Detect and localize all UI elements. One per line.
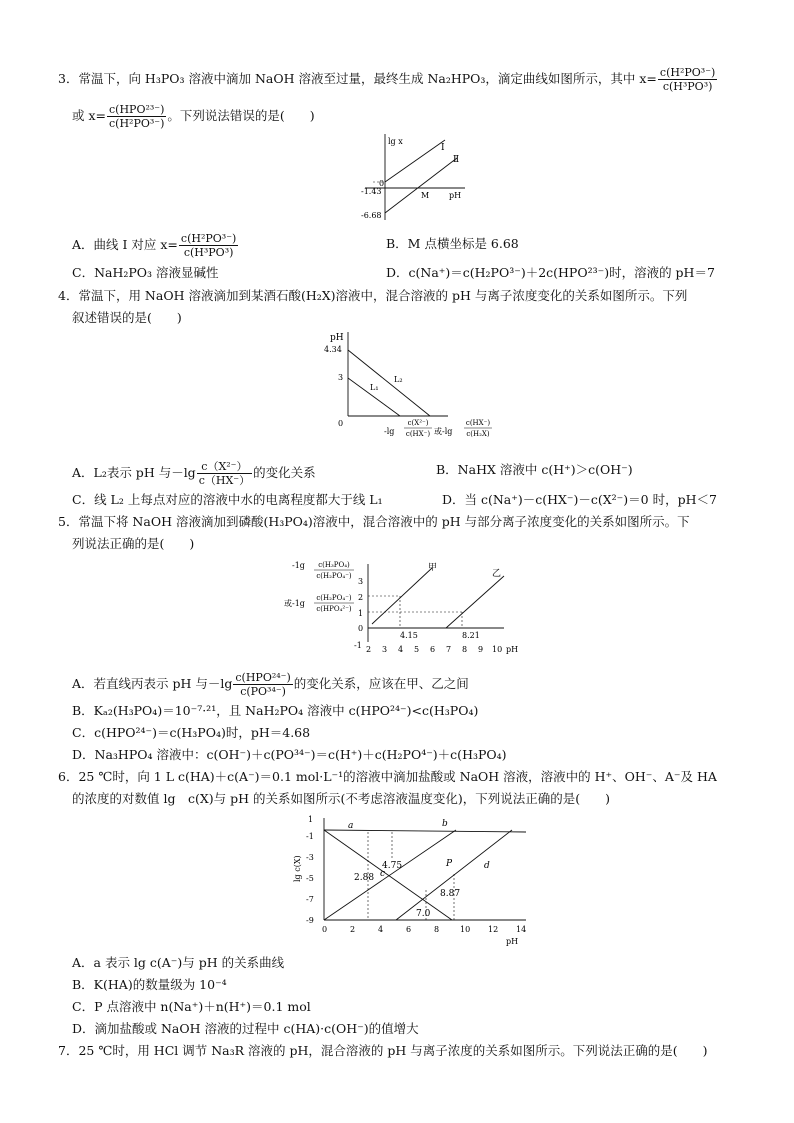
svg-text:8.87: 8.87 xyxy=(440,889,461,899)
q5-graph xyxy=(282,558,522,658)
svg-text:c(HX⁻): c(HX⁻) xyxy=(465,419,491,427)
q7-stem-line1: 7．25 ℃时，用 HCl 调节 Na₃R 溶液的 pH，混合溶液的 pH 与离子浓度的关系如图所示。下列说法正确的是( ) xyxy=(58,1043,708,1058)
svg-text:-5: -5 xyxy=(306,874,314,883)
svg-text:4: 4 xyxy=(378,925,384,934)
q3-stem-line1: 3．常温下，向 H₃PO₃ 溶液中滴加 NaOH 溶液至过量，最终生成 Na₂HPO₃，滴定曲线如图所示，其中 x= $\frac{\text{c(H²PO³⁻)}}{\text{c(H³PO³)}}$ xyxy=(58,66,716,93)
svg-text:-1g: -1g xyxy=(292,561,305,570)
q3-option-b: B．M 点横坐标是 6.68 xyxy=(386,236,519,251)
q6-option-c: C．P 点溶液中 n(Na⁺)＋n(H⁺)＝0.1 mol xyxy=(72,999,311,1014)
svg-text:c(H₂X): c(H₂X) xyxy=(466,430,490,438)
q3-graph xyxy=(355,130,475,222)
q4-graph xyxy=(318,328,508,446)
q5-option-d: D．Na₃HPO₄ 溶液中：c(OH⁻)＋c(PO³⁴⁻)＝c(H⁺)＋c(H₂PO⁴⁻)＋c(H₃PO₄) xyxy=(72,747,507,762)
q4-option-c: C．线 L₂ 上每点对应的溶液中水的电离程度都大于线 L₁ xyxy=(72,492,383,507)
q5-stem-line2: 列说法正确的是( ) xyxy=(72,536,195,551)
svg-text:c(HPO₄²⁻): c(HPO₄²⁻) xyxy=(316,605,352,613)
q3-fraction-2: $\frac{\text{c(HPO²³⁻)}}{\text{c(H²PO³⁻)}}$ xyxy=(109,103,165,130)
q5-option-b: B．Kₐ₂(H₃PO₄)＝10⁻⁷·²¹，且 NaH₂PO₄ 溶液中 c(HPO²⁴⁻)<c(H₃PO₄) xyxy=(72,703,479,718)
svg-text:c(H₃PO₄): c(H₃PO₄) xyxy=(318,561,350,569)
svg-text:lg c(X): lg c(X) xyxy=(293,855,302,882)
svg-text:6: 6 xyxy=(430,645,436,654)
svg-text:9: 9 xyxy=(478,645,484,654)
q6-option-d: D．滴加盐酸或 NaOH 溶液的过程中 c(HA)·c(OH⁻)的值增大 xyxy=(72,1021,419,1036)
q5-option-c: C．c(HPO²⁴⁻)＝c(H₃PO₄)时，pH＝4.68 xyxy=(72,725,311,740)
svg-text:-lg: -lg xyxy=(384,427,395,436)
svg-text:-1: -1 xyxy=(306,832,314,841)
svg-text:或-lg: 或-lg xyxy=(434,427,453,436)
svg-text:10: 10 xyxy=(492,645,503,654)
svg-text:8.21: 8.21 xyxy=(462,631,480,640)
q6-curve-a: a xyxy=(348,821,354,831)
q3-option-a: A．曲线 Ⅰ 对应 x= $\frac{\text{c(H²PO³⁻)}}{\text{c(H³PO³)}}$ xyxy=(72,232,237,259)
q4-origin-label: 0 xyxy=(338,419,344,428)
svg-text:7.0: 7.0 xyxy=(416,909,431,919)
q3-origin-label: 0 xyxy=(379,179,385,188)
q5-stem-line1: 5．常温下将 NaOH 溶液滴加到磷酸(H₃PO₄)溶液中，混合溶液中的 pH 与部分离子浓度变化的关系如图所示。下 xyxy=(58,514,690,529)
svg-text:10: 10 xyxy=(460,925,471,934)
svg-text:8: 8 xyxy=(434,925,440,934)
svg-text:c(HX⁻): c(HX⁻) xyxy=(405,430,431,438)
svg-text:0: 0 xyxy=(322,925,328,934)
q3-option-d: D．c(Na⁺)＝c(H₂PO³⁻)＋2c(HPO²³⁻)时，溶液的 pH＝7 xyxy=(386,265,715,280)
svg-text:pH: pH xyxy=(506,937,519,946)
svg-text:c(H₂PO₄⁻): c(H₂PO₄⁻) xyxy=(316,572,352,580)
q4-stem-line1: 4．常温下，用 NaOH 溶液滴加到某酒石酸(H₂X)溶液中，混合溶液的 pH 与离子浓度变化的关系如图所示。下列 xyxy=(58,288,688,303)
q6-stem-line1: 6．25 ℃时，向 1 L c(HA)＋c(A⁻)＝0.1 mol·L⁻¹的溶液中滴加盐酸或 NaOH 溶液，溶液中的 H⁺、OH⁻、A⁻及 HA xyxy=(58,769,717,784)
q3-curve-label-2: Ⅱ xyxy=(453,155,460,165)
q4-y-label: pH xyxy=(330,333,344,343)
svg-text:pH: pH xyxy=(506,645,519,654)
q4-stem-line2: 叙述错误的是( ) xyxy=(72,310,182,325)
q3-option-c: C．NaH₂PO₃ 溶液显碱性 xyxy=(72,265,219,280)
svg-text:-9: -9 xyxy=(306,916,314,925)
q3-point-m: M xyxy=(421,191,430,200)
svg-text:12: 12 xyxy=(488,925,499,934)
q5-line-yi: 乙 xyxy=(492,569,502,579)
svg-text:-7: -7 xyxy=(306,895,314,904)
svg-text:0: 0 xyxy=(358,624,364,633)
svg-text:1: 1 xyxy=(308,815,314,824)
svg-text:5: 5 xyxy=(414,645,420,654)
q4-line-label-1: L₁ xyxy=(370,383,379,392)
svg-text:c(X²⁻): c(X²⁻) xyxy=(407,419,429,427)
q6-curve-c: c xyxy=(380,869,386,879)
svg-text:4.75: 4.75 xyxy=(382,861,403,871)
svg-text:7: 7 xyxy=(446,645,452,654)
svg-text:-3: -3 xyxy=(306,853,314,862)
svg-text:c(H₂PO₄⁻): c(H₂PO₄⁻) xyxy=(316,594,352,602)
q6-option-a: A．a 表示 lg c(A⁻)与 pH 的关系曲线 xyxy=(72,955,285,970)
q4-option-a: A．L₂表示 pH 与－lg $\frac{\text{c（X²⁻）}}{c(HX^-)}$ 的变化关系 xyxy=(72,460,316,487)
svg-text:4: 4 xyxy=(398,645,404,654)
q4-option-d: D．当 c(Na⁺)－c(HX⁻)－c(X²⁻)＝0 时，pH＜7 xyxy=(442,492,717,507)
svg-text:2: 2 xyxy=(366,645,372,654)
svg-text:3: 3 xyxy=(382,645,388,654)
q6-curve-b: b xyxy=(442,819,448,829)
q6-option-b: B．K(HA)的数量级为 10⁻⁴ xyxy=(72,977,227,992)
q3-y-label: lg x xyxy=(388,137,403,146)
svg-text:8: 8 xyxy=(462,645,468,654)
q6-stem-line2: 的浓度的对数值 lg c(X)与 pH 的关系如图所示(不考虑溶液温度变化)，下列说法正确的是( ) xyxy=(72,791,610,806)
svg-text:3: 3 xyxy=(358,577,364,586)
svg-text:6: 6 xyxy=(406,925,412,934)
q4-y-tick-1: 4.34 xyxy=(324,345,342,354)
q3-y-tick-2: -6.68 xyxy=(361,211,382,220)
svg-text:2: 2 xyxy=(350,925,356,934)
q6-graph xyxy=(292,810,532,948)
q3-x-label: pH xyxy=(449,191,462,200)
svg-text:-1: -1 xyxy=(354,641,362,650)
q3-fraction-1: $\frac{\text{c(H²PO³⁻)}}{\text{c(H³PO³)}}$ xyxy=(659,66,716,93)
svg-text:1: 1 xyxy=(358,609,364,618)
svg-text:2.88: 2.88 xyxy=(354,873,375,883)
q5-line-jia: 甲 xyxy=(428,563,438,573)
svg-text:2: 2 xyxy=(358,593,364,602)
q5-option-a: A．若直线丙表示 pH 与－lg $\frac{\text{c(HPO²⁴⁻)}}{\text{c(PO³⁴⁻)}}$ 的变化关系，应该在甲、乙之间 xyxy=(72,671,469,698)
q4-y-tick-2: 3 xyxy=(338,373,344,382)
q3-stem-line2: 或 x= $\frac{\text{c(HPO²³⁻)}}{\text{c(H²PO³⁻)}}$ 。下列说法错误的是( ) xyxy=(72,103,315,130)
q3-curve-label-1: Ⅰ xyxy=(441,143,445,153)
q4-option-b: B．NaHX 溶液中 c(H⁺)＞c(OH⁻) xyxy=(436,462,633,477)
svg-text:4.15: 4.15 xyxy=(400,631,418,640)
svg-text:14: 14 xyxy=(516,925,527,934)
q4-line-label-2: L₂ xyxy=(394,375,403,384)
svg-text:或-1g: 或-1g xyxy=(284,599,305,608)
q3-y-tick-1: -1.43 xyxy=(361,187,382,196)
q6-curve-d: d xyxy=(484,861,490,871)
q6-point-p: P xyxy=(446,859,453,869)
